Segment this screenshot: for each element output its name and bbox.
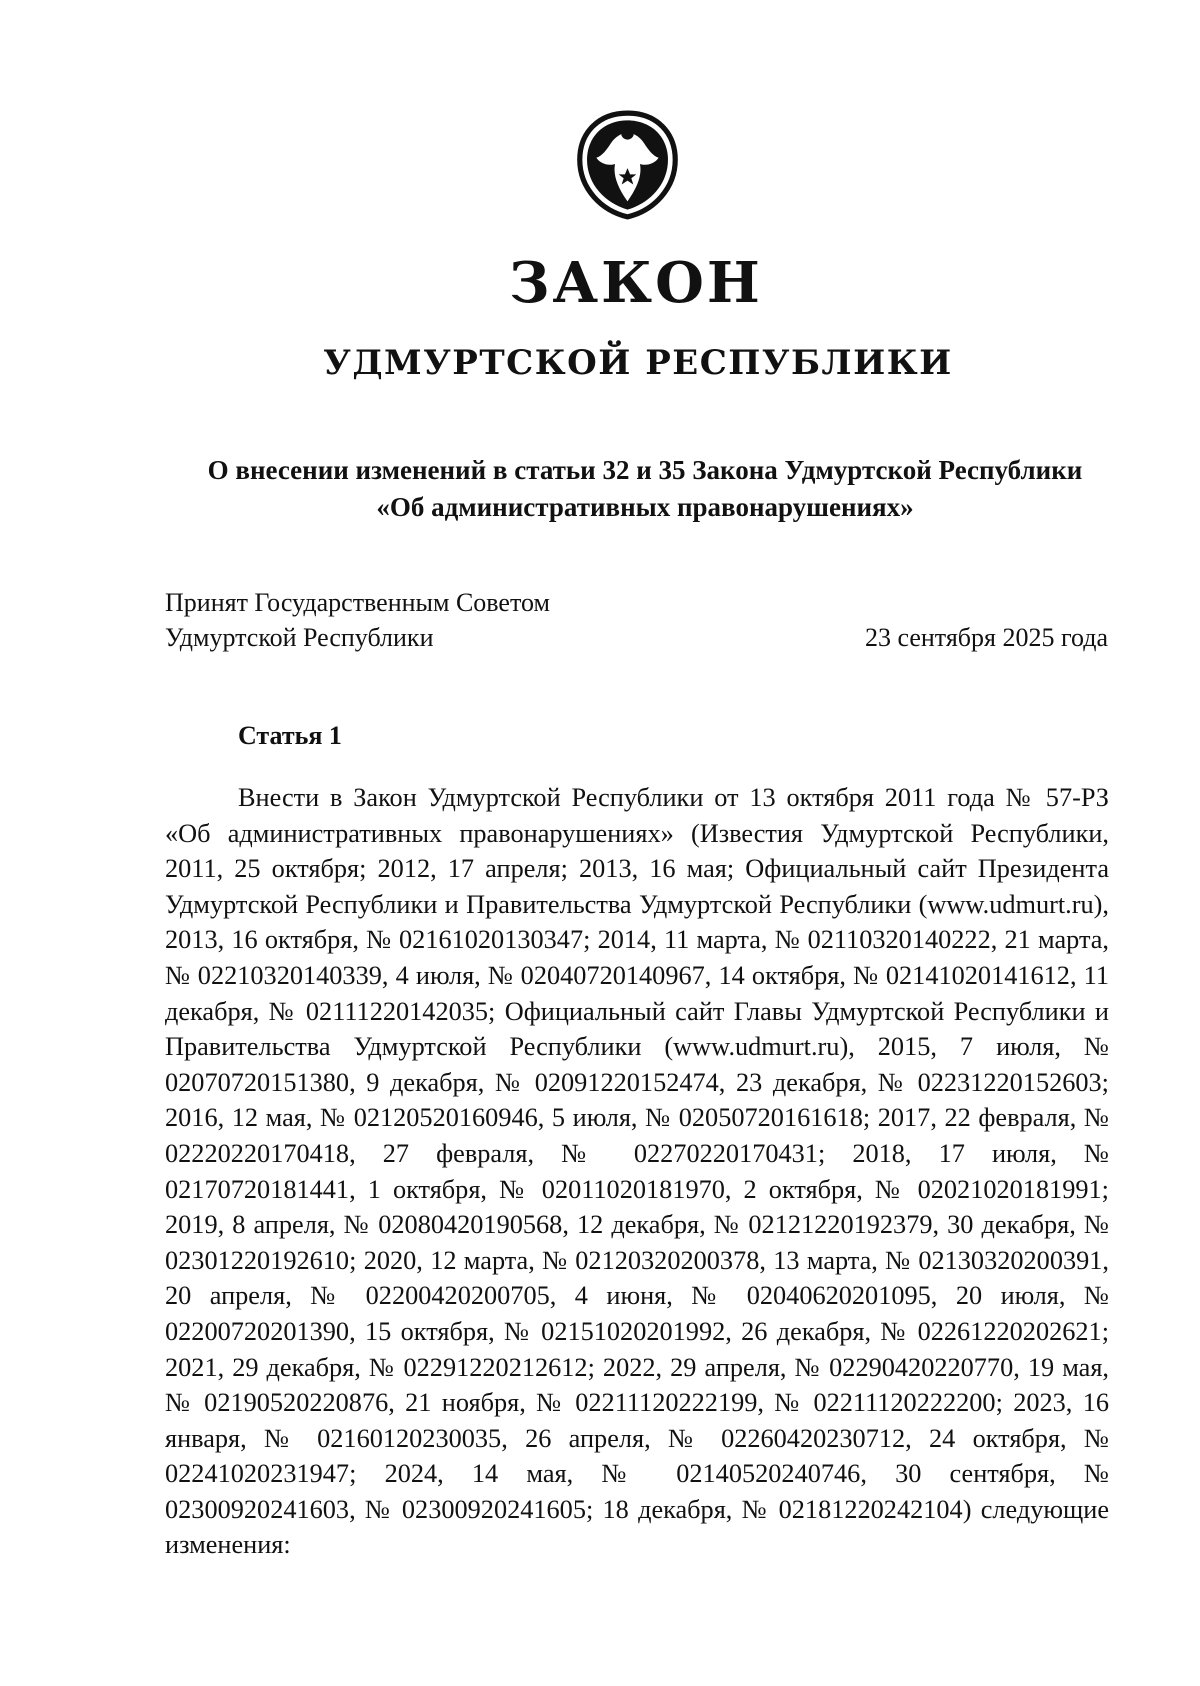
document-title: ЗАКОН: [509, 250, 763, 316]
adoption-date: 23 сентября 2025 года: [864, 623, 1108, 652]
adoption-note: [165, 585, 550, 655]
law-heading-line2: «Об административных правонарушениях»: [376, 492, 914, 522]
document-subtitle: УДМУРТСКОЙ РЕСПУБЛИКИ: [323, 343, 953, 383]
adoption-line2: Удмуртской Республики: [165, 623, 434, 652]
article-title: Статья 1: [238, 721, 342, 750]
law-heading: [180, 452, 1110, 526]
law-heading-line1: О внесении изменений в статьи 32 и 35 Закона Удмуртской Республики: [207, 455, 1083, 485]
article-text: Внести в Закон Удмуртской Республики от 13 октября 2011 года № 57-РЗ «Об административных правонарушениях» (Известия Удмуртской Республики, 2011, 25 октября; 2012, 17 апреля; 2013, 16 мая; Официальный сайт Президента Удмуртской Республики и Правительства Удмуртской Республики (www.udmurt.ru), 2013, 16 октября, № 02161020130347; 2014, 11 марта, № 02110320140222, 21 марта, № 02210320140339, 4 июля, № 02040720140967, 14 октября, № 02141020141612, 11 декабря, № 02111220142035; Официальный сайт Главы Удмуртской Республики и Правительства Удмуртской Республики (www.udmurt.ru), 2015, 7 июля, № 02070720151380, 9 декабря, № 02091220152474, 23 декабря, № 02231220152603; 2016, 12 мая, № 02120520160946, 5 июля, № 02050720161618; 2017, 22 февраля, № 02220220170418, 27 февраля, № 02270220170431; 2018, 17 июля, № 02170720181441, 1 октября, № 02011020181970, 2 октября, № 02021020181991; 2019, 8 апреля, № 02080420190568, 12 декабря, № 02121220192379, 30 декабря, № 02301220192610; 2020, 12 марта, № 02120320200378, 13 марта, № 02130320200391, 20 апреля, № 02200420200705, 4 июня, № 02040620201095, 20 июля, № 02200720201390, 15 октября, № 02151020201992, 26 декабря, № 02261220202621; 2021, 29 декабря, № 02291220212612; 2022, 29 апреля, № 02290420220770, 19 мая, № 02190520220876, 21 ноября, № 02211120222199, № 02211120222200; 2023, 16 января, № 02160120230035, 26 апреля, № 02260420230712, 24 октября, № 02241020231947; 2024, 14 мая, № 02140520240746, 30 сентября, № 02300920241603, № 02300920241605; 18 декабря, № 02181220242104) следующие изменения:: [165, 783, 1109, 1560]
coat-of-arms-icon: [575, 110, 680, 220]
adoption-line1: Принят Государственным Советом: [165, 588, 550, 617]
